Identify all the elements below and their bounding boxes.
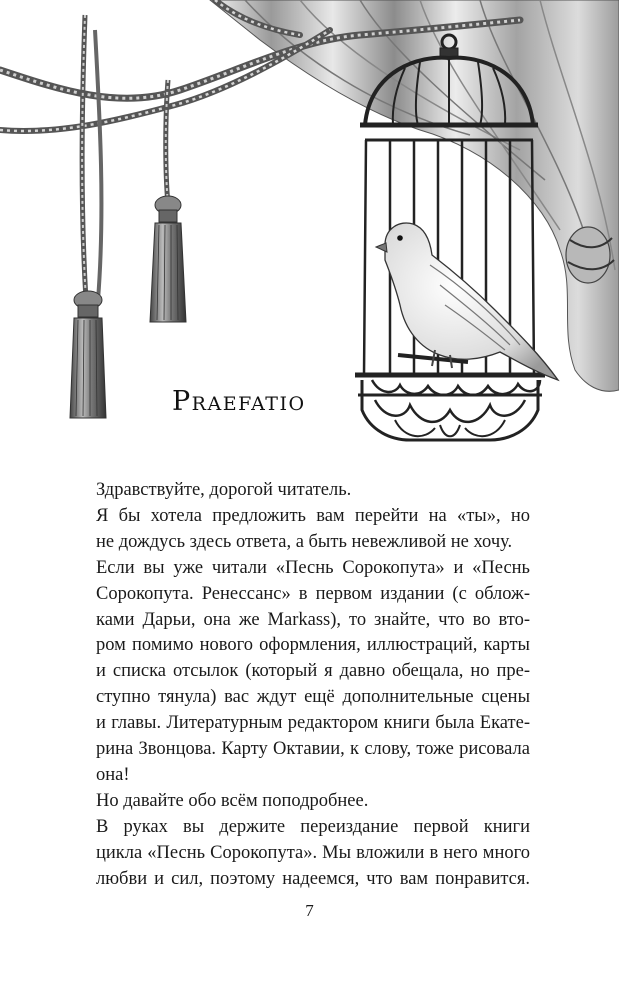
text-line: Я бы хотела предложить вам перейти на «ты», но — [96, 505, 530, 526]
paragraph-details — [96, 789, 530, 815]
text-line: любви и сил, поэтому надеемся, что вам понравится. — [96, 868, 530, 889]
chapter-title: Praefatio — [172, 386, 306, 417]
tassel-icon — [70, 196, 186, 418]
curtain-birdcage-illustration — [0, 0, 619, 450]
paragraph-ty — [96, 504, 530, 556]
text-line: ками Дарьи, она же Markass), то знайте, что во вто- — [96, 609, 530, 630]
text-line: ступно тянула) вас ждут ещё дополнительные сцены — [96, 687, 530, 708]
text-line: ром помимо нового оформления, иллюстраций, карты — [96, 635, 530, 656]
body-text — [96, 478, 530, 893]
text-line: не дождусь здесь ответа, а быть невежливой не хочу. — [96, 531, 513, 552]
text-line: В руках вы держите переиздание первой книги — [96, 816, 530, 837]
text-line: она! — [96, 764, 130, 785]
page-number: 7 — [305, 901, 314, 920]
text-line: Сорокопута. Ренессанс» в первом издании (с облож- — [96, 583, 530, 604]
text-line: Если вы уже читали «Песнь Сорокопута» и «Песнь — [96, 557, 530, 578]
text-line: и списка отсылок (который я давно обещала, но пре- — [96, 661, 530, 682]
text-line: Но давайте обо всём поподробнее. — [96, 790, 369, 811]
paragraph-reissue — [96, 815, 530, 893]
text-line: рина Звонцова. Карту Октавии, к слову, тоже рисовала — [96, 739, 530, 760]
text-line: Здравствуйте, дорогой читатель. — [96, 480, 352, 500]
paragraph-editions — [96, 556, 530, 789]
text-line: цикла «Песнь Сорокопута». Мы вложили в него много — [96, 842, 530, 863]
paragraph-greeting — [96, 478, 530, 504]
text-line: и главы. Литературным редактором книги была Екате- — [96, 713, 530, 734]
